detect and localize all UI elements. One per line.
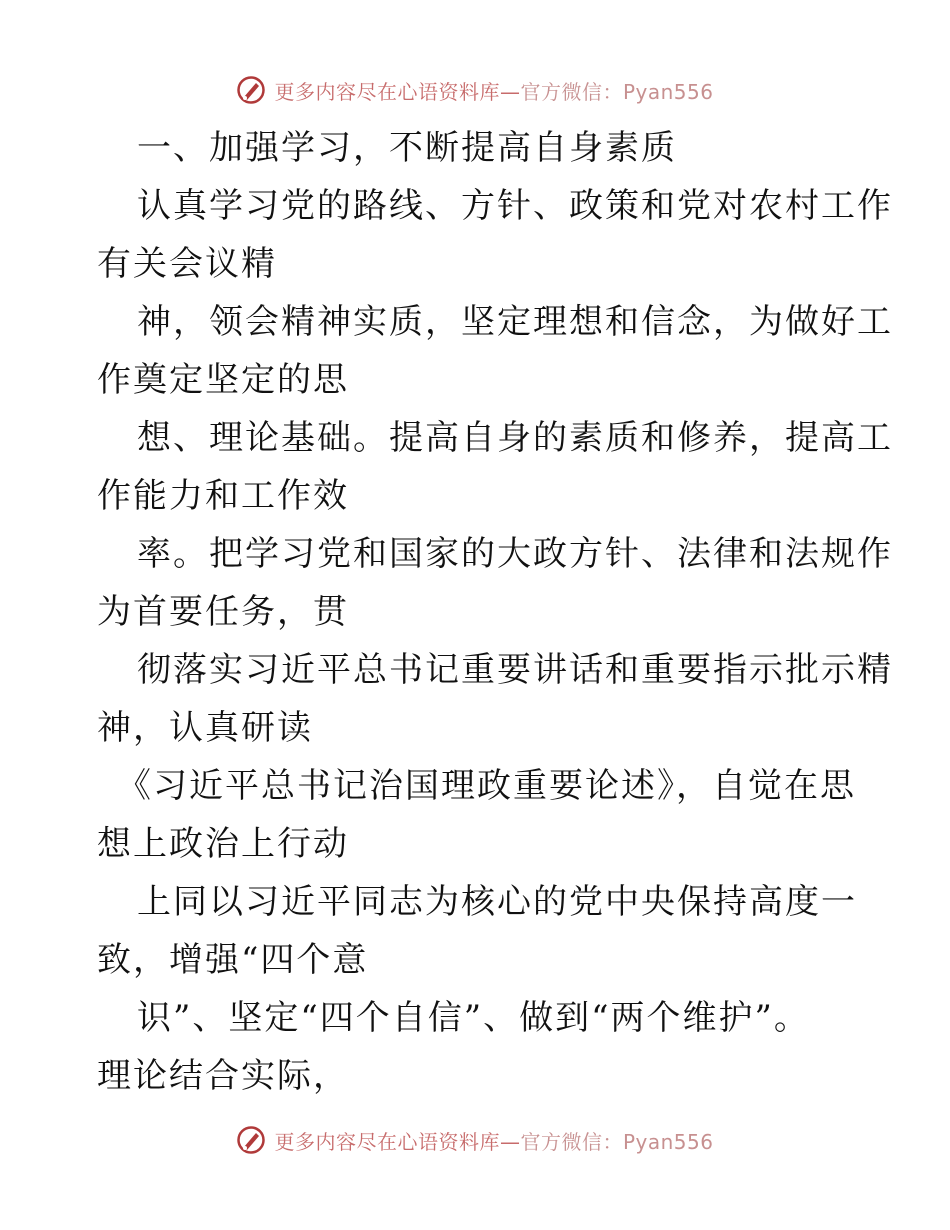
pen-logo-icon	[236, 1125, 266, 1155]
watermark-text: 更多内容尽在心语资料库—官方微信：Pyan556	[274, 1129, 714, 1154]
paragraph-line: 致，增强“四个意	[97, 940, 369, 980]
paragraph-line: 有关会议精	[97, 244, 277, 284]
paragraph-line: 《习近平总书记治国理政重要论述》，自觉在思	[117, 766, 856, 806]
paragraph-line: 神，领会精神实质，坚定理想和信念，为做好工	[137, 302, 893, 342]
paragraph-line: 理论结合实际，	[97, 1056, 349, 1096]
section-heading: 一、加强学习，不断提高自身素质	[137, 128, 677, 168]
paragraph-line: 彻落实习近平总书记重要讲话和重要指示批示精	[137, 650, 893, 690]
paragraph-line: 想上政治上行动	[97, 824, 349, 864]
watermark-text: 更多内容尽在心语资料库—官方微信：Pyan556	[274, 79, 714, 104]
paragraph-line: 认真学习党的路线、方针、政策和党对农村工作	[137, 186, 893, 226]
paragraph-line: 率。把学习党和国家的大政方针、法律和法规作	[137, 534, 893, 574]
paragraph-line: 想、理论基础。提高自身的素质和修养，提高工	[137, 418, 893, 458]
paragraph-line: 作奠定坚定的思	[97, 360, 349, 400]
paragraph-line: 为首要任务，贯	[97, 592, 349, 632]
paragraph-line: 识”、坚定“四个自信”、做到“两个维护”。	[137, 998, 810, 1038]
footer-watermark	[0, 1120, 950, 1160]
paragraph-line: 上同以习近平同志为核心的党中央保持高度一	[137, 882, 857, 922]
paragraph-line: 神，认真研读	[97, 708, 313, 748]
paragraph-line: 作能力和工作效	[97, 476, 349, 516]
